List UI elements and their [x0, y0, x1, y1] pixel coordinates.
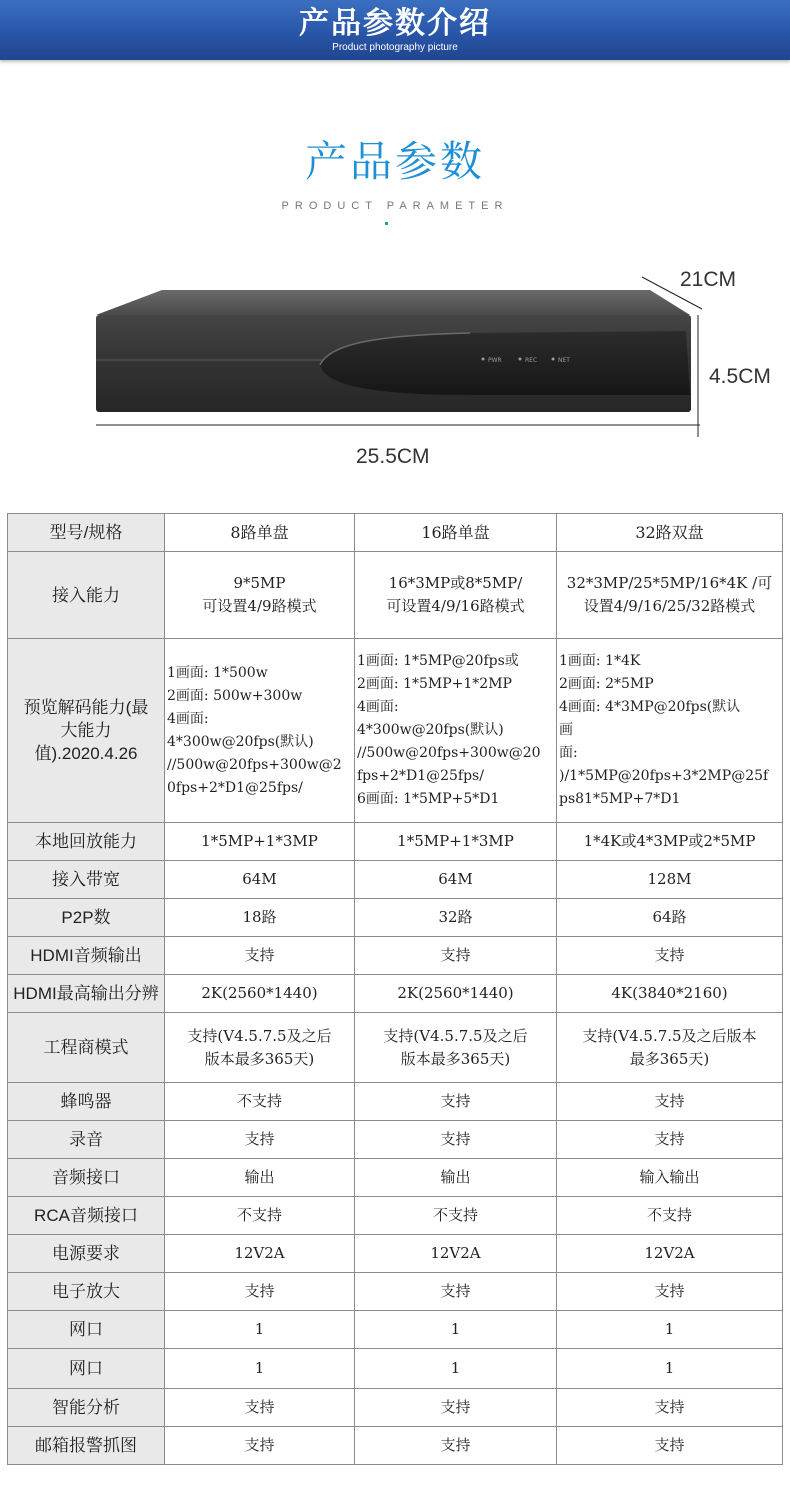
table-row: [8, 1235, 783, 1273]
table-row: [8, 1197, 783, 1235]
table-cell: 支持(V4.5.7.5及之后 版本最多365天): [355, 1013, 557, 1083]
table-cell: 支持: [355, 937, 557, 975]
row-label: 电子放大: [8, 1273, 165, 1311]
table-cell: 支持: [557, 1273, 783, 1311]
table-cell: 64M: [165, 861, 355, 899]
table-cell: 支持(V4.5.7.5及之后 版本最多365天): [165, 1013, 355, 1083]
table-cell: 支持: [165, 1121, 355, 1159]
table-cell: 1: [355, 1311, 557, 1349]
table-cell: 9*5MP 可设置4/9路模式: [165, 552, 355, 639]
row-label: 本地回放能力: [8, 823, 165, 861]
row-label: 智能分析: [8, 1389, 165, 1427]
table-cell: 1*5MP+1*3MP: [165, 823, 355, 861]
table-cell: 支持: [355, 1273, 557, 1311]
table-cell: 支持: [165, 1389, 355, 1427]
table-cell: 不支持: [557, 1197, 783, 1235]
row-label: HDMI最高输出分辨: [8, 975, 165, 1013]
table-cell: 2K(2560*1440): [165, 975, 355, 1013]
header-cell: 8路单盘: [165, 514, 355, 552]
table-cell: 1: [557, 1311, 783, 1349]
table-row: [8, 1013, 783, 1083]
table-cell: 支持: [557, 1083, 783, 1121]
table-row: [8, 1349, 783, 1389]
table-row: [8, 975, 783, 1013]
table-row: [8, 552, 783, 639]
table-row: [8, 899, 783, 937]
table-cell: 不支持: [165, 1197, 355, 1235]
height-label: 4.5CM: [709, 365, 771, 388]
section-subtitle: PRODUCT PARAMETER: [281, 200, 509, 212]
row-label: 接入带宽: [8, 861, 165, 899]
table-cell: 1: [165, 1349, 355, 1389]
section-title: 产品参数: [304, 138, 485, 185]
row-label: 接入能力: [8, 552, 165, 639]
table-cell: 16*3MP或8*5MP/ 可设置4/9/16路模式: [355, 552, 557, 639]
indicator-net: NET: [558, 357, 570, 364]
banner-subtitle: Product photography picture: [332, 42, 458, 53]
top-banner: [0, 0, 790, 60]
table-cell: 不支持: [165, 1083, 355, 1121]
width-label: 25.5CM: [356, 445, 430, 468]
table-row: [8, 861, 783, 899]
table-cell: 1: [557, 1349, 783, 1389]
device-top: [96, 290, 690, 315]
table-cell: 1画面: 1*4K 2画面: 2*5MP 4画面: 4*3MP@20fps(默认 画 面: )/1*5MP@20fps+3*2MP@25f ps81*5MP+7*D1: [557, 639, 783, 823]
table-cell: 输出: [355, 1159, 557, 1197]
table-cell: 1: [165, 1311, 355, 1349]
depth-label: 21CM: [680, 268, 737, 291]
table-cell: 支持: [557, 937, 783, 975]
table-cell: 输出: [165, 1159, 355, 1197]
table-cell: 64路: [557, 899, 783, 937]
table-header-row: [8, 514, 783, 552]
table-row: [8, 1311, 783, 1349]
table-cell: 4K(3840*2160): [557, 975, 783, 1013]
row-label: 网口: [8, 1311, 165, 1349]
table-cell: 支持: [355, 1427, 557, 1465]
section-divider-dot: [385, 222, 388, 225]
indicator-rec: REC: [525, 357, 538, 364]
table-cell: 1: [355, 1349, 557, 1389]
table-cell: 12V2A: [165, 1235, 355, 1273]
banner-title: 产品参数介绍: [299, 7, 491, 40]
table-row: [8, 1427, 783, 1465]
table-row: [8, 1121, 783, 1159]
row-label: 网口: [8, 1349, 165, 1389]
table-cell: 支持(V4.5.7.5及之后版本 最多365天): [557, 1013, 783, 1083]
table-cell: 支持: [557, 1389, 783, 1427]
device-bezel: [320, 331, 690, 395]
table-row: [8, 1273, 783, 1311]
table-cell: 32路: [355, 899, 557, 937]
table-cell: 支持: [355, 1121, 557, 1159]
spec-table: [7, 513, 783, 1465]
table-cell: 支持: [165, 937, 355, 975]
row-label: 蜂鸣器: [8, 1083, 165, 1121]
row-label: 电源要求: [8, 1235, 165, 1273]
table-cell: 32*3MP/25*5MP/16*4K /可 设置4/9/16/25/32路模式: [557, 552, 783, 639]
table-cell: 128M: [557, 861, 783, 899]
row-label: 录音: [8, 1121, 165, 1159]
row-label: RCA音频接口: [8, 1197, 165, 1235]
device-illustration: [0, 255, 790, 485]
table-cell: 支持: [165, 1273, 355, 1311]
row-label: 邮箱报警抓图: [8, 1427, 165, 1465]
row-label: HDMI音频输出: [8, 937, 165, 975]
table-cell: 1*4K或4*3MP或2*5MP: [557, 823, 783, 861]
table-row: [8, 937, 783, 975]
table-cell: 支持: [355, 1083, 557, 1121]
table-row: [8, 1159, 783, 1197]
table-cell: 支持: [557, 1121, 783, 1159]
table-cell: 1画面: 1*5MP@20fps或 2画面: 1*5MP+1*2MP 4画面: 4*300w@20fps(默认) //500w@20fps+300w@20 fps+2*D1@25fps/ 6画面: 1*5MP+5*D1: [355, 639, 557, 823]
header-cell: 16路单盘: [355, 514, 557, 552]
table-cell: 2K(2560*1440): [355, 975, 557, 1013]
table-cell: 64M: [355, 861, 557, 899]
table-row: [8, 823, 783, 861]
header-cell: 型号/规格: [8, 514, 165, 552]
row-label: P2P数: [8, 899, 165, 937]
header-cell: 32路双盘: [557, 514, 783, 552]
table-cell: 12V2A: [557, 1235, 783, 1273]
table-cell: 不支持: [355, 1197, 557, 1235]
table-cell: 输入输出: [557, 1159, 783, 1197]
table-row: [8, 639, 783, 823]
table-cell: 1*5MP+1*3MP: [355, 823, 557, 861]
row-label: 工程商模式: [8, 1013, 165, 1083]
table-row: [8, 1083, 783, 1121]
table-row: [8, 1389, 783, 1427]
table-cell: 支持: [557, 1427, 783, 1465]
indicator-pwr: PWR: [488, 357, 502, 364]
table-cell: 18路: [165, 899, 355, 937]
table-cell: 支持: [355, 1389, 557, 1427]
row-label: 音频接口: [8, 1159, 165, 1197]
table-cell: 12V2A: [355, 1235, 557, 1273]
table-cell: 1画面: 1*500w 2画面: 500w+300w 4画面: 4*300w@20fps(默认) //500w@20fps+300w@2 0fps+2*D1@25fps/: [165, 639, 355, 823]
row-label: 预览解码能力(最 大能力 值).2020.4.26: [8, 639, 165, 823]
table-cell: 支持: [165, 1427, 355, 1465]
